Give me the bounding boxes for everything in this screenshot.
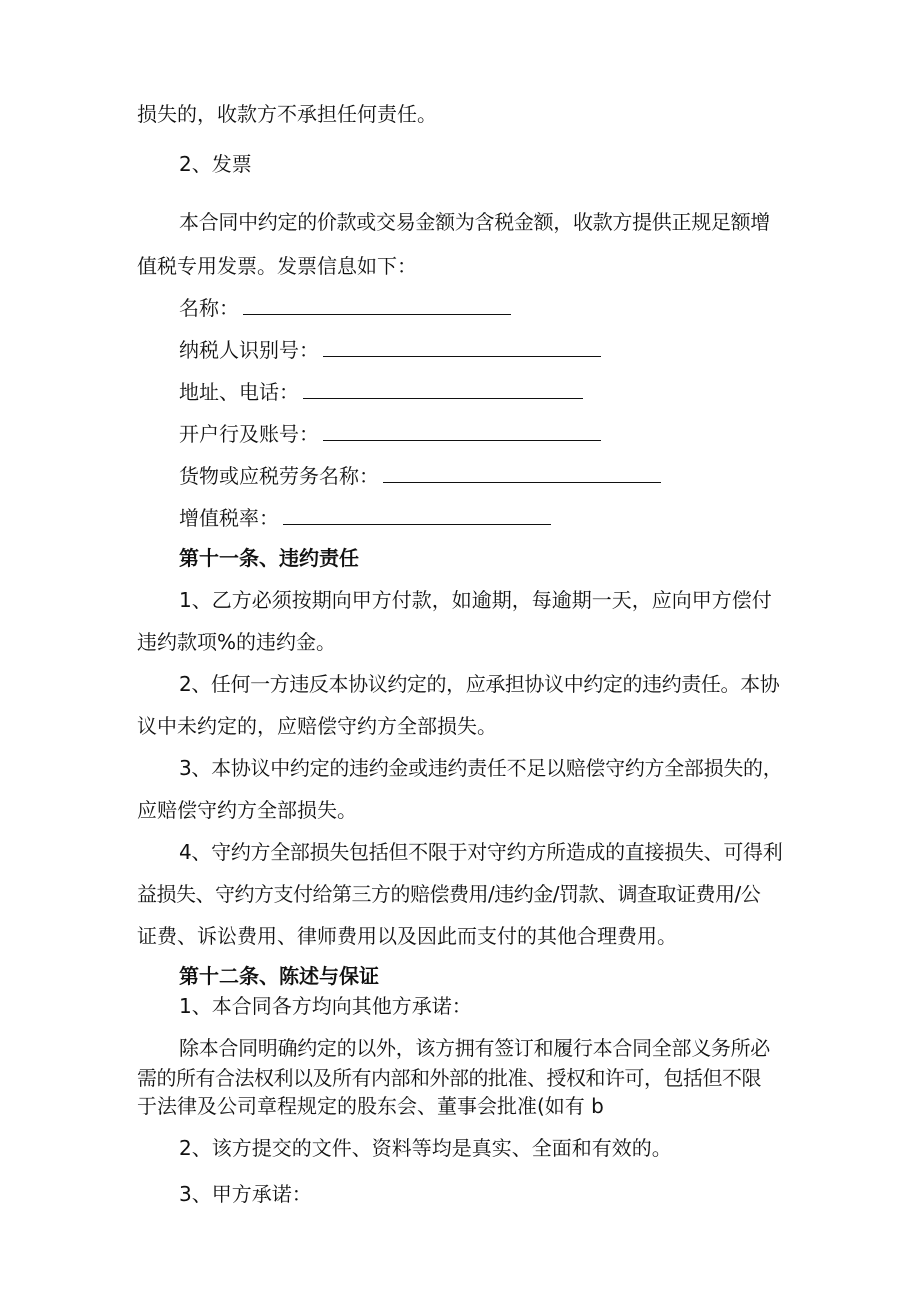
invoice-name-field — [179, 294, 511, 322]
invoice-vat-rate-field — [179, 504, 551, 532]
fill-blank — [283, 504, 551, 525]
fill-blank — [323, 336, 601, 357]
fill-blank — [243, 294, 511, 315]
section-heading: 2、发票 — [179, 152, 252, 176]
paragraph-line: 2、该方提交的文件、资料等均是真实、全面和有效的。 — [179, 1136, 672, 1160]
field-label: 地址、电话： — [179, 380, 299, 404]
paragraph-line: 需的所有合法权利以及所有内部和外部的批准、授权和许可，包括但不限 — [137, 1066, 761, 1090]
invoice-bank-account-field — [179, 420, 601, 448]
fill-blank — [303, 378, 583, 399]
text-line: 损失的，收款方不承担任何责任。 — [137, 102, 437, 126]
fill-blank — [323, 420, 601, 441]
fill-blank — [383, 462, 661, 483]
invoice-taxpayer-id-field — [179, 336, 601, 364]
paragraph-line: 3、本协议中约定的违约金或违约责任不足以赔偿守约方全部损失的， — [179, 756, 783, 780]
paragraph-line: 违约款项%的违约金。 — [137, 630, 337, 654]
paragraph-line: 于法律及公司章程规定的股东会、董事会批准(如有 b — [137, 1094, 604, 1118]
paragraph-line: 3、甲方承诺： — [179, 1182, 312, 1206]
article-heading: 第十二条、陈述与保证 — [179, 964, 379, 988]
article-heading: 第十一条、违约责任 — [179, 546, 359, 570]
field-label: 开户行及账号： — [179, 422, 319, 446]
paragraph-line: 议中未约定的，应赔偿守约方全部损失。 — [137, 714, 497, 738]
paragraph-line: 证费、诉讼费用、律师费用以及因此而支付的其他合理费用。 — [137, 924, 677, 948]
paragraph-line: 1、本合同各方均向其他方承诺： — [179, 994, 472, 1018]
paragraph-line: 1、乙方必须按期向甲方付款，如逾期，每逾期一天，应向甲方偿付 — [179, 588, 772, 612]
field-label: 货物或应税劳务名称： — [179, 464, 379, 488]
field-label: 纳税人识别号： — [179, 338, 319, 362]
paragraph-line: 2、任何一方违反本协议约定的，应承担协议中约定的违约责任。本协 — [179, 672, 780, 696]
paragraph-line: 除本合同明确约定的以外，该方拥有签订和履行本合同全部义务所必 — [179, 1036, 770, 1060]
paragraph-line: 应赔偿守约方全部损失。 — [137, 798, 357, 822]
paragraph-line: 本合同中约定的价款或交易金额为含税金额，收款方提供正规足额增 — [179, 210, 770, 234]
invoice-goods-name-field — [179, 462, 661, 490]
paragraph-line: 益损失、守约方支付给第三方的赔偿费用/违约金/罚款、调查取证费用/公 — [137, 882, 761, 906]
field-label: 名称： — [179, 296, 239, 320]
paragraph-line: 4、守约方全部损失包括但不限于对守约方所造成的直接损失、可得利 — [179, 840, 783, 864]
invoice-address-phone-field — [179, 378, 583, 406]
paragraph-line: 值税专用发票。发票信息如下： — [137, 254, 417, 278]
field-label: 增值税率： — [179, 506, 279, 530]
